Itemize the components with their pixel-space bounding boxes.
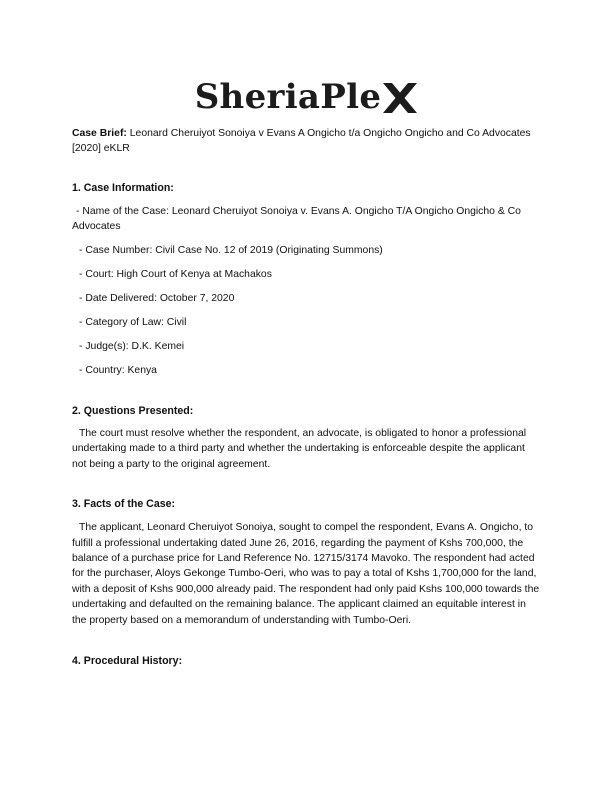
case-info-item-date: - Date Delivered: October 7, 2020 <box>79 293 235 304</box>
case-info-item-name: - Name of the Case: Leonard Cheruiyot Sonoiya v. Evans A. Ongicho T/A Ongicho Ongicho & Co Advocates <box>72 206 521 232</box>
document-content <box>72 126 542 668</box>
section-facts-title: 3. Facts of the Case: <box>72 498 176 511</box>
logo-wordmark: SheriaPle <box>194 77 382 117</box>
case-info-item-category: - Category of Law: Civil <box>79 317 187 328</box>
logo-x-mark-icon <box>383 83 417 113</box>
questions-paragraph: The court must resolve whether the respondent, an advocate, is obligated to honor a professional undertaking made to a third party and whether the undertaking is enforceable despite the applicant not being a party to the original agreement. <box>72 428 527 470</box>
section-case-information-title: 1. Case Information: <box>72 182 174 194</box>
case-brief-label: Case Brief: <box>72 128 127 139</box>
case-info-item-court: - Court: High Court of Kenya at Machakos <box>79 269 272 280</box>
section-questions-title: 2. Questions Presented: <box>72 405 194 417</box>
case-info-item-judges: - Judge(s): D.K. Kemei <box>79 341 185 352</box>
case-info-item-number: - Case Number: Civil Case No. 12 of 2019 (Originating Summons) <box>79 245 383 256</box>
facts-paragraph: The applicant, Leonard Cheruiyot Sonoiya, sought to compel the respondent, Evans A. Ongicho, to fulfill a professional undertaking dated June 26, 2016, regarding the payment of Kshs 700,000, the balance of a purchase price for Land Reference No. 12715/3174 Mavoko. The respondent had acted for the purchaser, Aloys Gekonge Tumbo-Oeri, who was to pay a total of Kshs 1,700,000 for the land, with a deposit of Kshs 900,000 already paid. The respondent had only paid Kshs 100,000 towards the undertaking and defaulted on the remaining balance. The applicant claimed an equitable interest in the property based on a memorandum of understanding with Tumbo-Oeri. <box>72 522 540 626</box>
case-info-item-country: - Country: Kenya <box>79 365 157 376</box>
case-brief-heading <box>72 126 542 156</box>
case-brief-title: Leonard Cheruiyot Sonoiya v Evans A Ongicho t/a Ongicho Ongicho and Co Advocates [2020] eKLR <box>72 128 531 154</box>
section-procedural-history-title: 4. Procedural History: <box>72 655 183 668</box>
sheriaplex-logo <box>0 72 612 122</box>
